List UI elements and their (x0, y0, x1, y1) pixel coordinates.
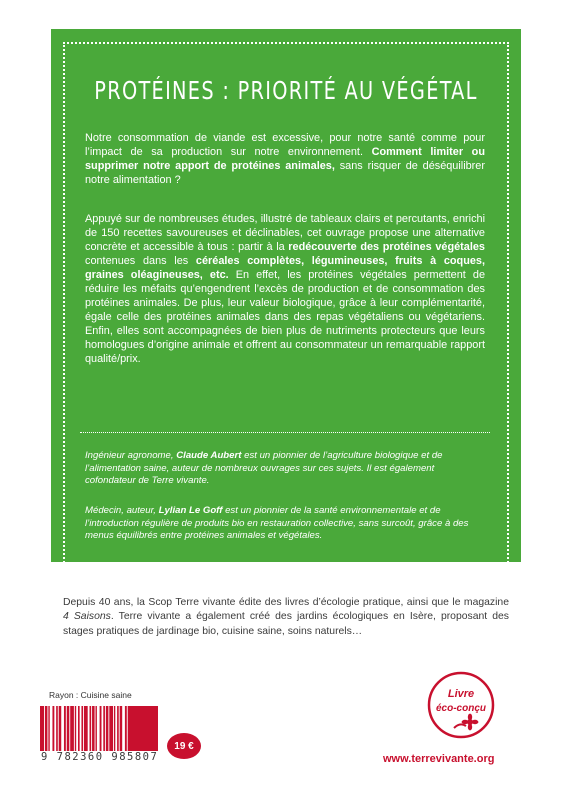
eco-design-logo (426, 670, 496, 740)
bio1-text-2: est un pionnier de l’agriculture biologique et de l’alimentation saine, auteur de nombreux ouvrages sur ces sujets. Il est également cofondateur de Terre vivante. (85, 450, 443, 487)
author-name-1: Claude Aubert (176, 450, 242, 461)
bio2-text-2: est un pionnier de la santé environnementale et de l’introduction régulière de produits bio en restauration collective, sans surcoût, grâce à des menus équilibrés entre protéines animales et végétales. (85, 505, 469, 542)
author-bio-2 (85, 505, 485, 543)
intro-text-2: sans risquer de déséquilibrer notre alimentation ? (85, 160, 485, 186)
price-badge: 19 € (167, 733, 201, 759)
eco-logo-line1: Livre (447, 688, 475, 700)
desc-text-3: En effet, les protéines végétales permettent de réduire les méfaits qu’engendrent l’excès de production et de consommation des protéines animales. De plus, leur valeur biologique, grâce à leur complémentarité, égale celle des protéines animales dans des repas végétaliens ou végétariens. Enfin, elles sont accompagnées de bien plus de nutriments protecteurs que leurs homologues d’origine animale et offrent au consommateur un remarquable rapport qualité/prix. (85, 269, 486, 365)
bio1-text-1: Ingénieur agronome, (85, 450, 174, 461)
intro-text-1: Notre consommation de viande est excessive, pour notre santé comme pour l’impact de sa production sur notre environnement. (85, 132, 485, 158)
author-name-2: Lylian Le Goff (158, 505, 223, 516)
page-title: PROTÉINES : PRIORITÉ AU VÉGÉTAL (94, 76, 478, 105)
desc-bold-2: céréales complètes, légumineuses, fruits à coques, graines oléagineuses, etc. (85, 255, 485, 281)
bio2-text-1: Médecin, auteur, (85, 505, 156, 516)
section-divider (80, 432, 490, 433)
desc-text-2: contenues dans les (85, 255, 189, 267)
isbn-number: 9 782360 985807 (41, 751, 159, 763)
publisher-text-1: Depuis 40 ans, la Scop Terre vivante édite des livres d’écologie pratique, ainsi que le magazine (63, 597, 509, 608)
desc-bold-1: redécouverte des protéines végétales (288, 241, 485, 253)
intro-paragraph (85, 131, 485, 187)
intro-bold: Comment limiter ou supprimer notre apport de protéines animales, (85, 146, 485, 172)
website-link[interactable]: www.terrevivante.org (383, 753, 495, 765)
desc-text-1: Appuyé sur de nombreuses études, illustré de tableaux clairs et percutants, enrichi de 150 recettes savoureuses et déclinables, cet ouvrage propose une alternative concrète et accessible à tous : partir à la (85, 213, 485, 253)
publisher-paragraph (63, 596, 509, 639)
eco-logo-line2: éco-conçu (435, 703, 487, 714)
description-paragraph (85, 212, 485, 366)
shelf-category: Rayon : Cuisine saine (49, 690, 132, 700)
flower-icon (462, 714, 479, 731)
magazine-name: 4 Saisons (63, 611, 111, 623)
author-bio-1 (85, 450, 485, 488)
publisher-text-2: . Terre vivante a également créé des jardins écologiques en Isère, proposant des stages pratiques de jardinage bio, cuisine saine, soins naturels… (63, 611, 509, 637)
